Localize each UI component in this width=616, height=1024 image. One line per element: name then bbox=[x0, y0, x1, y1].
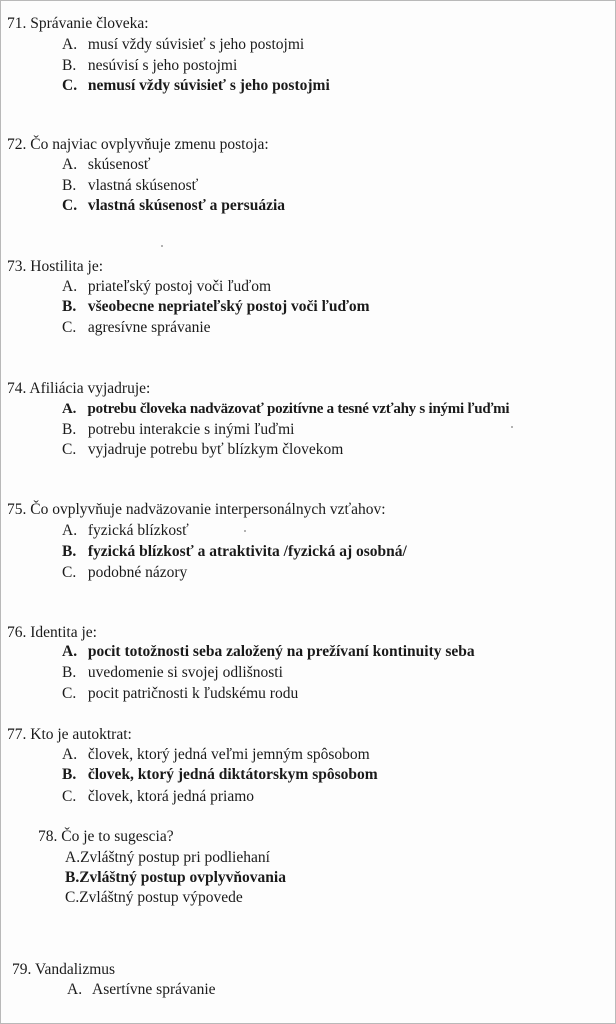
option-a: A. skúsenosť bbox=[62, 156, 151, 173]
option-c-correct: C. vlastná skúsenosť a persuázia bbox=[62, 197, 286, 214]
option-b-correct: B. človek, ktorý jedná diktátorskym spôsobom bbox=[62, 766, 378, 783]
scan-speck bbox=[244, 530, 246, 532]
option-c: C. podobné názory bbox=[62, 564, 188, 581]
option-c: C. človek, ktorá jedná priamo bbox=[62, 788, 255, 805]
option-b: B. uvedomenie si svojej odlišnosti bbox=[62, 664, 283, 681]
question-text: 71. Správanie človeka: bbox=[7, 15, 149, 32]
question-text: 74. Afiliácia vyjadruje: bbox=[7, 380, 151, 397]
option-c: C.Zvláštný postup výpovede bbox=[65, 889, 243, 906]
question-text: 78. Čo je to sugescia? bbox=[38, 828, 174, 845]
option-b: B. nesúvisí s jeho postojmi bbox=[62, 57, 238, 74]
option-b-correct: B. všeobecne nepriateľský postoj voči ľuďom bbox=[62, 298, 370, 315]
option-c-correct: C. nemusí vždy súvisieť s jeho postojmi bbox=[62, 77, 330, 94]
option-b-correct: B. fyzická blízkosť a atraktivita /fyzická aj osobná/ bbox=[62, 543, 407, 560]
option-a: A. fyzická blízkosť bbox=[62, 522, 189, 539]
question-text: 77. Kto je autoktrat: bbox=[7, 726, 132, 743]
question-text: 75. Čo ovplyvňuje nadväzovanie interpersonálnych vzťahov: bbox=[7, 501, 386, 518]
question-text: 72. Čo najviac ovplyvňuje zmenu postoja: bbox=[7, 136, 269, 153]
option-a: A. priateľský postoj voči ľuďom bbox=[62, 278, 272, 295]
option-b: B. potrebu interakcie s inými ľuďmi bbox=[62, 421, 295, 438]
option-c: C. agresívne správanie bbox=[62, 319, 211, 336]
option-a: A. musí vždy súvisieť s jeho postojmi bbox=[62, 36, 305, 53]
option-c: C. pocit patričnosti k ľudskému rodu bbox=[62, 685, 299, 702]
question-text: 79. Vandalizmus bbox=[12, 961, 116, 978]
option-a: A.Zvláštný postup pri podliehaní bbox=[65, 849, 270, 866]
question-text: 73. Hostilita je: bbox=[7, 258, 104, 275]
option-a: A. Asertívne správanie bbox=[67, 981, 216, 998]
option-a-correct: A. pocit totožnosti seba založený na prežívaní kontinuity seba bbox=[62, 643, 475, 660]
option-c: C. vyjadruje potrebu byť blízkym človekom bbox=[62, 441, 344, 458]
option-b: B. vlastná skúsenosť bbox=[62, 177, 199, 194]
scan-speck bbox=[161, 245, 163, 247]
question-text: 76. Identita je: bbox=[7, 624, 97, 641]
scan-speck bbox=[511, 426, 513, 428]
option-b-correct: B.Zvláštný postup ovplyvňovania bbox=[65, 869, 286, 886]
option-a-correct: A. potrebu človeka nadväzovať pozitívne a tesné vzťahy s inými ľuďmi bbox=[62, 401, 510, 417]
option-a: A. človek, ktorý jedná veľmi jemným spôsobom bbox=[62, 746, 370, 763]
